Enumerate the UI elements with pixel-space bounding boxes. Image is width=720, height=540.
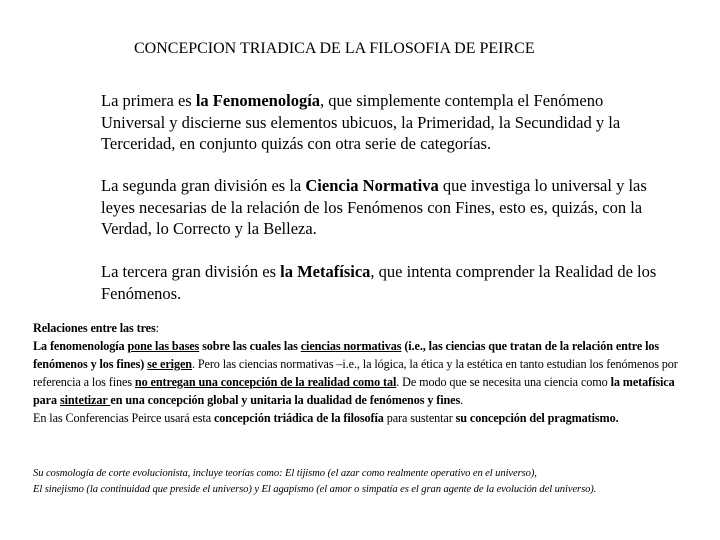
relations-emphasis: ciencias normativas: [300, 339, 402, 353]
relations-conclusion: [33, 409, 693, 427]
relations-body: [33, 337, 693, 409]
term-ciencia-normativa: Ciencia Normativa: [305, 176, 439, 195]
term-fenomenologia: la Fenomenología: [195, 91, 321, 110]
paragraph-metafisica: [101, 261, 671, 304]
relations-text: En las Conferencias Peirce usará esta: [33, 411, 214, 425]
relations-text: (i.e., las ciencias que tratan de la relación entre los fenómenos y los fines): [33, 339, 660, 371]
footnote: [33, 466, 703, 497]
footnote-line: El sinejismo (la continuidad que preside el universo) y El agapismo (el amor o simpatía es el gran agente de la evolución del universo).: [33, 483, 597, 495]
footnote-line: Su cosmología de corte evolucionista, incluye teorías como: El tijismo (el azar como realmente operativo en el universo),: [33, 468, 537, 479]
relations-heading-colon: :: [155, 321, 159, 335]
page-title: CONCEPCION TRIADICA DE LA FILOSOFIA DE PEIRCE: [134, 40, 535, 57]
relations-text: .: [460, 393, 464, 407]
relations-text: . Pero las ciencias normativas –i.e., la lógica, la ética y la estética en tanto estudian los fenómenos por referencia a los fines: [33, 357, 678, 389]
relations-text: para sustentar: [383, 411, 456, 425]
relations-emphasis: se erigen: [147, 357, 192, 371]
relations-text: . De modo que se necesita una ciencia como: [396, 375, 611, 389]
paragraph-text: La segunda gran división es la: [101, 176, 306, 195]
paragraph-text: , que intenta comprender la Realidad de los Fenómenos.: [101, 262, 657, 303]
relations-text: en una concepción global y unitaria la dualidad de fenómenos y fines: [110, 393, 461, 407]
relations-heading-text: Relaciones entre las tres: [33, 321, 156, 335]
relations-emphasis: pone las bases: [127, 339, 200, 353]
paragraph-text: , que simplemente contempla el Fenómeno Universal y discierne sus elementos ubicuos, la Primeridad, la Secundidad y la Terceridad, en conjunto quizás con otra serie de categorías.: [101, 91, 621, 153]
term-metafisica: la Metafísica: [280, 262, 371, 281]
relations-emphasis: concepción triádica de la filosofía: [213, 411, 384, 425]
relations-emphasis: su concepción del pragmatismo.: [455, 411, 619, 425]
paragraph-ciencia-normativa: [101, 175, 671, 240]
relations-section: [33, 319, 693, 427]
relations-emphasis: sintetizar: [59, 393, 111, 407]
relations-text: la metafísica para: [33, 375, 675, 407]
paragraph-text: que investiga lo universal y las leyes necesarias de la relación de los Fenómenos con Fines, esto es, quizás, con la Verdad, lo Correcto y la Belleza.: [101, 176, 647, 238]
relations-heading: [33, 319, 693, 337]
relations-emphasis: no entregan una concepción de la realidad como tal: [134, 375, 397, 389]
relations-text: sobre las cuales las: [199, 339, 301, 353]
paragraph-text: La primera es: [101, 91, 196, 110]
relations-text: La fenomenología: [33, 339, 128, 353]
paragraph-text: La tercera gran división es: [101, 262, 281, 281]
paragraph-fenomenologia: [101, 90, 671, 155]
